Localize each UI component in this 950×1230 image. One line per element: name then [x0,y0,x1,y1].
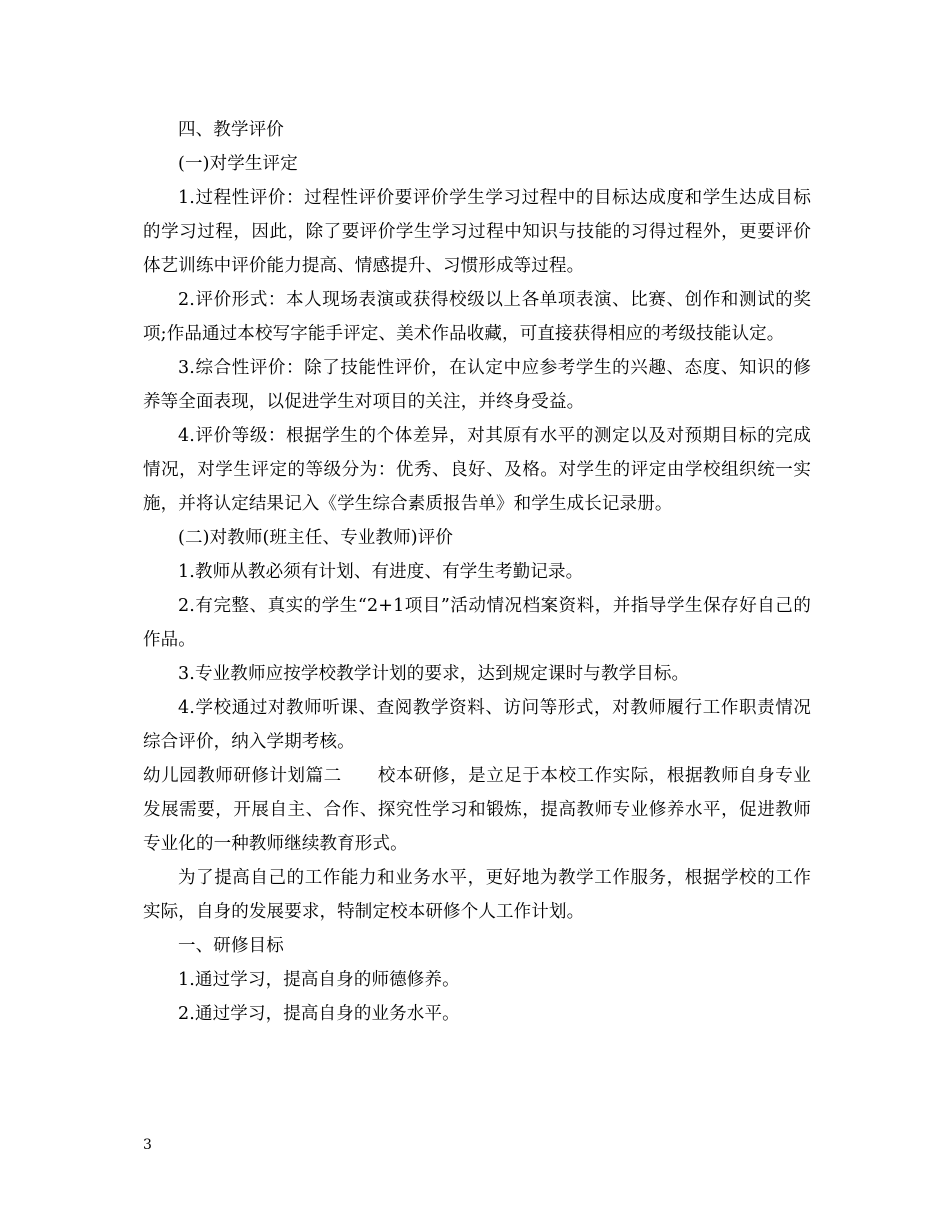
page-number: 3 [143,1137,152,1153]
heading-teaching-evaluation: 四、教学评价 [178,120,284,140]
paragraph-teacher-plan: 1.教师从教必须有计划、有进度、有学生考勤记录。 [178,562,584,582]
paragraph-process-evaluation: 1.过程性评价：过程性评价要评价学生学习过程中的目标达成度和学生达成目标的学习过程，因此，除了要评价学生学习过程中知识与技能的习得过程外，更要评价体艺训练中评价能力提高、情感提升、习惯形成等过程。 [143,188,811,276]
paragraph-evaluation-form: 2.评价形式：本人现场表演或获得校级以上各单项表演、比赛、创作和测试的奖项;作品通过本校写字能手评定、美术作品收藏，可直接获得相应的考级技能认定。 [143,290,811,344]
paragraph-goal-skills: 2.通过学习，提高自身的业务水平。 [178,1004,460,1024]
paragraph-teacher-hours: 3.专业教师应按学校教学计划的要求，达到规定课时与教学目标。 [178,664,690,684]
paragraph-teacher-records: 2.有完整、真实的学生“2+1项目”活动情况档案资料，并指导学生保存好自己的作品。 [143,596,811,650]
document-page [143,113,811,1031]
paragraph-teacher-review: 4.学校通过对教师听课、查阅教学资料、访问等形式，对教师履行工作职责情况综合评价，纳入学期考核。 [143,698,811,752]
subheading-student-assessment: (一)对学生评定 [178,154,298,174]
paragraph-research-plan-intro: 幼儿园教师研修计划篇二 校本研修，是立足于本校工作实际，根据教师自身专业发展需要，开展自主、合作、探究性学习和锻炼，提高教师专业修养水平，促进教师专业化的一种教师继续教育形式。 [143,766,811,854]
subheading-teacher-evaluation: (二)对教师(班主任、专业教师)评价 [178,528,454,548]
paragraph-comprehensive-evaluation: 3.综合性评价：除了技能性评价，在认定中应参考学生的兴趣、态度、知识的修养等全面表现，以促进学生对项目的关注，并终身受益。 [143,358,811,412]
paragraph-research-purpose: 为了提高自己的工作能力和业务水平，更好地为教学工作服务，根据学校的工作实际，自身的发展要求，特制定校本研修个人工作计划。 [143,868,811,922]
paragraph-evaluation-grades: 4.评价等级：根据学生的个体差异，对其原有水平的测定以及对预期目标的完成情况，对学生评定的等级分为：优秀、良好、及格。对学生的评定由学校组织统一实施，并将认定结果记入《学生综合素质报告单》和学生成长记录册。 [143,426,811,514]
paragraph-goal-ethics: 1.通过学习，提高自身的师德修养。 [178,970,460,990]
heading-research-goals: 一、研修目标 [178,936,284,956]
